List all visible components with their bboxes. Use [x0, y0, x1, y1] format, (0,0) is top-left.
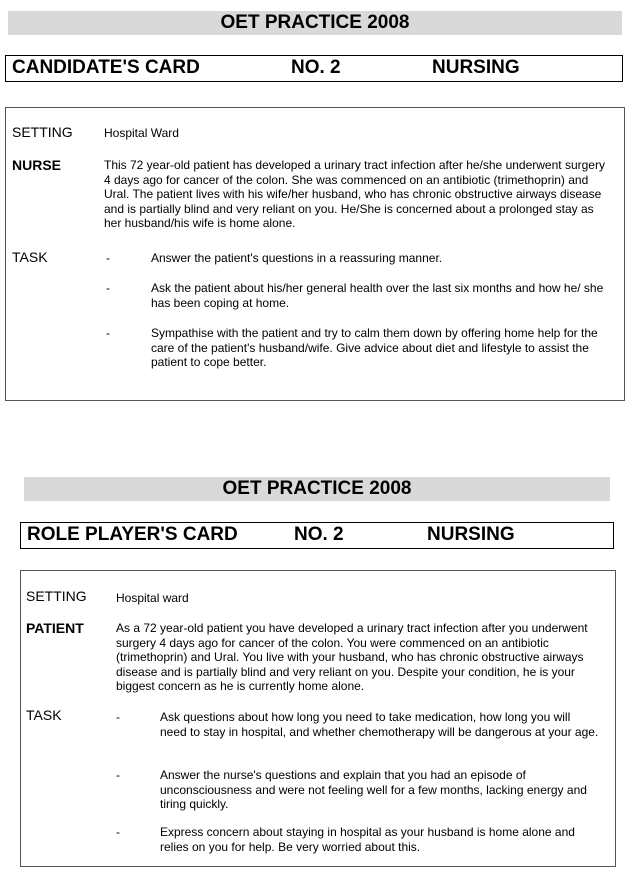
- card1-profession: NURSING: [432, 57, 520, 78]
- card2-role-label: PATIENT: [26, 620, 84, 636]
- card1-role-text: This 72 year-old patient has developed a urinary tract infection after he/she underwent surgery 4 days ago for cancer of the colon. She was commenced on an antibiotic (trimethoprin) and Ural. The patient lives with his wife/her husband, who has chronic obstructive airways disease and is partially blind and very reliant on you. He/She is concerned about a prolonged stay as her husband/his wife is home alone.: [104, 158, 605, 231]
- card1-number: NO. 2: [291, 57, 341, 78]
- card1-role-label: NURSE: [12, 157, 62, 173]
- card1-title: CANDIDATE'S CARD: [12, 57, 200, 78]
- card1-task-bullet: -: [106, 251, 110, 265]
- card1-task-bullet: -: [106, 281, 110, 295]
- card1-task-2: Ask the patient about his/her general health over the last six months and how he/ she has been coping at home.: [151, 281, 604, 310]
- card2-profession: NURSING: [427, 524, 515, 545]
- card2-number: NO. 2: [294, 524, 344, 545]
- card2-banner: OET PRACTICE 2008: [24, 477, 610, 501]
- card1-banner: OET PRACTICE 2008: [8, 11, 622, 35]
- card2-task-3: Express concern about staying in hospital as your husband is home alone and relies on you for help. Be very worried about this.: [160, 825, 575, 854]
- card2-task-1: Ask questions about how long you need to take medication, how long you will need to stay in hospital, and whether chemotherapy will be dangerous at your age.: [160, 710, 599, 739]
- card1-task-1: Answer the patient's questions in a reassuring manner.: [151, 251, 443, 265]
- card2-task-label: TASK: [26, 707, 62, 723]
- card1-setting-value: Hospital Ward: [104, 126, 179, 140]
- card1-task-3: Sympathise with the patient and try to calm them down by offering home help for the care of the patient's husband/wife. Give advice about diet and lifestyle to assist the patient to cope better.: [151, 326, 598, 370]
- card2-setting-label: SETTING: [26, 588, 87, 604]
- card2-task-bullet: -: [116, 768, 120, 782]
- card1-task-bullet: -: [106, 326, 110, 340]
- card2-task-bullet: -: [116, 710, 120, 724]
- card2-task-2: Answer the nurse's questions and explain that you had an episode of unconsciousness and were not feeling well for a few months, lacking energy and tiring quickly.: [160, 768, 587, 812]
- card2-title: ROLE PLAYER'S CARD: [27, 524, 238, 545]
- card2-role-text: As a 72 year-old patient you have developed a urinary tract infection after you underwent surgery 4 days ago for cancer of the colon. You were commenced on an antibiotic (trimethoprin) and Ural. You live with your husband, who has chronic obstructive airways disease and is partially blind and very reliant on you. Despite your condition, he is your biggest concern as he is currently home alone.: [116, 621, 588, 694]
- card1-task-label: TASK: [12, 249, 48, 265]
- card2-header: [20, 522, 614, 549]
- card2-task-bullet: -: [116, 825, 120, 839]
- card1-header: [5, 55, 623, 82]
- card2-setting-value: Hospital ward: [116, 591, 189, 605]
- card1-setting-label: SETTING: [12, 124, 73, 140]
